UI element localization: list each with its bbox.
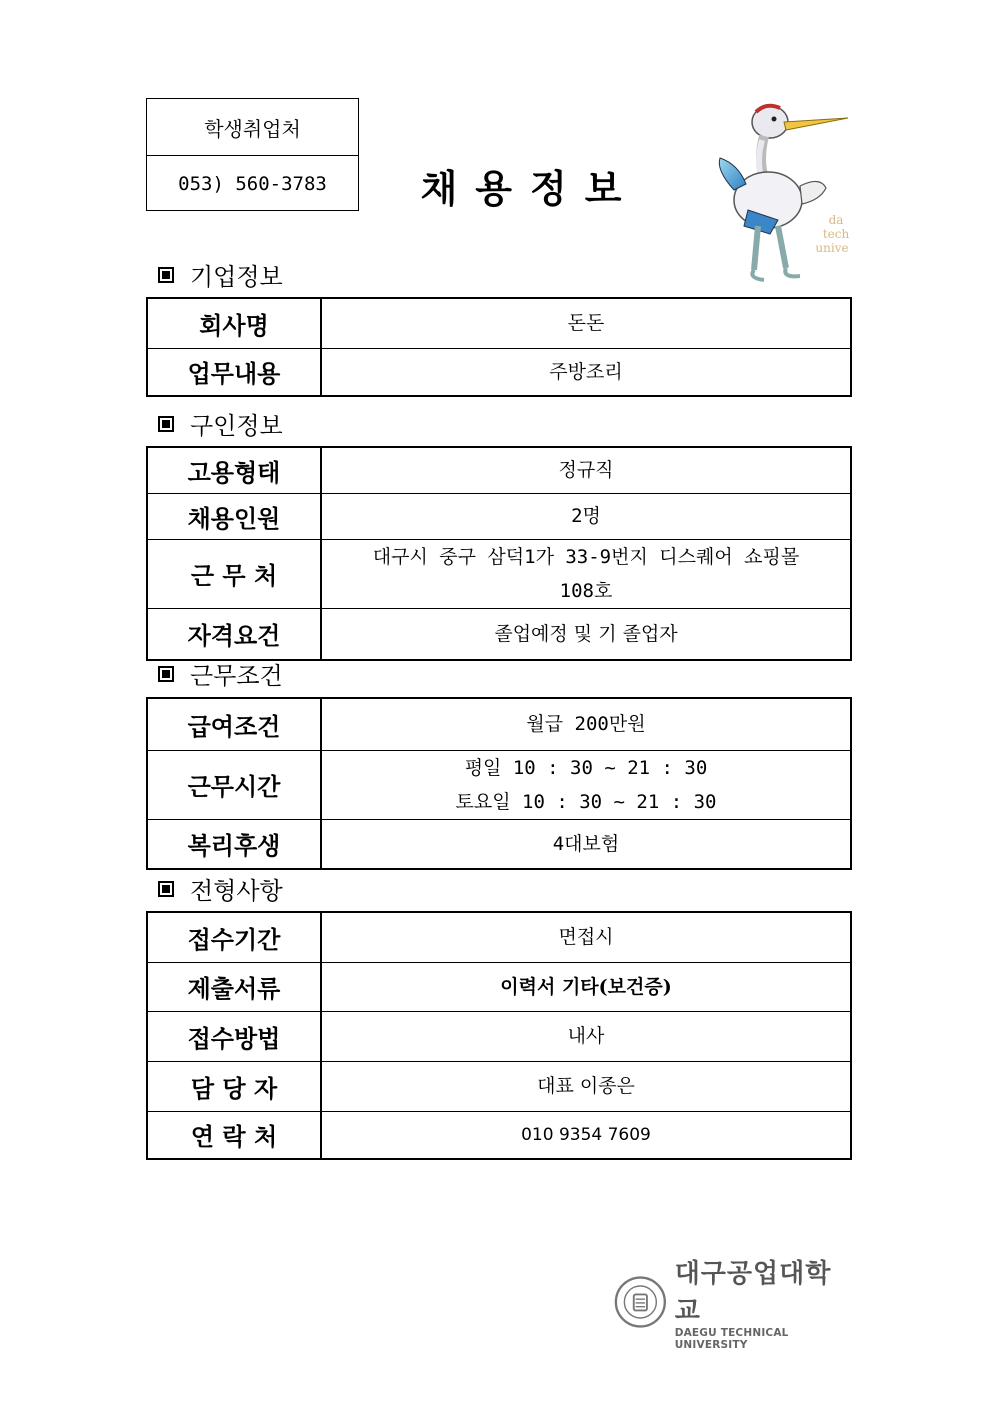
value-line-1: 평일 10 : 30 ~ 21 : 30 bbox=[464, 756, 708, 779]
row-label: 고용형태 bbox=[147, 447, 321, 493]
contact-box bbox=[146, 98, 359, 211]
table-row bbox=[147, 608, 851, 660]
table-row bbox=[147, 819, 851, 869]
selection-table bbox=[146, 911, 852, 1160]
row-label: 접수방법 bbox=[147, 1011, 321, 1061]
page-title: 채용정보 bbox=[420, 167, 640, 211]
row-label: 급여조건 bbox=[147, 698, 321, 750]
university-seal-icon bbox=[614, 1274, 667, 1330]
square-bullet-icon bbox=[158, 666, 174, 682]
mascot-text-2: tech bbox=[822, 227, 850, 241]
row-value: 2명 bbox=[321, 493, 851, 539]
table-row bbox=[147, 912, 851, 962]
row-value: 이력서 기타(보건증) bbox=[321, 962, 851, 1011]
table-row bbox=[147, 1061, 851, 1111]
row-value: 월급 200만원 bbox=[321, 698, 851, 750]
row-value: 면접시 bbox=[321, 912, 851, 962]
table-row bbox=[147, 750, 851, 819]
row-value bbox=[321, 539, 851, 608]
value-line-2: 토요일 10 : 30 ~ 21 : 30 bbox=[455, 790, 717, 813]
table-row bbox=[147, 1111, 851, 1159]
square-bullet-icon bbox=[158, 267, 174, 283]
table-row bbox=[147, 539, 851, 608]
row-label: 자격요건 bbox=[147, 608, 321, 660]
university-name-kr: 대구공업대학교 bbox=[674, 1259, 832, 1326]
mascot-crane-image bbox=[708, 100, 858, 290]
row-label: 채용인원 bbox=[147, 493, 321, 539]
section-title: 구인정보 bbox=[190, 412, 283, 440]
row-label: 접수기간 bbox=[147, 912, 321, 962]
section-title: 전형사항 bbox=[190, 877, 283, 905]
row-value: 대표 이종은 bbox=[321, 1061, 851, 1111]
row-value: 정규직 bbox=[321, 447, 851, 493]
section-heading-recruit bbox=[158, 406, 283, 441]
row-value bbox=[321, 750, 851, 819]
row-label: 회사명 bbox=[147, 298, 321, 348]
value-line-1: 대구시 중구 삼덕1가 33-9번지 디스퀘어 쇼핑몰 bbox=[372, 545, 800, 568]
table-row bbox=[147, 962, 851, 1011]
row-label: 근 무 처 bbox=[147, 539, 321, 608]
square-bullet-icon bbox=[158, 881, 174, 897]
section-title: 기업정보 bbox=[190, 263, 283, 291]
university-name-en: DAEGU TECHNICAL UNIVERSITY bbox=[674, 1327, 789, 1351]
row-value: 010 9354 7609 bbox=[321, 1111, 851, 1159]
section-heading-company bbox=[158, 257, 283, 292]
mascot-text-1: da bbox=[828, 213, 844, 227]
row-label: 복리후생 bbox=[147, 819, 321, 869]
table-row bbox=[147, 298, 851, 348]
row-value: 4대보험 bbox=[321, 819, 851, 869]
table-row bbox=[147, 447, 851, 493]
row-label: 근무시간 bbox=[147, 750, 321, 819]
row-label: 제출서류 bbox=[147, 962, 321, 1011]
row-value: 내사 bbox=[321, 1011, 851, 1061]
row-label: 업무내용 bbox=[147, 348, 321, 396]
value-line-2: 108호 bbox=[559, 579, 613, 602]
row-label: 연 락 처 bbox=[147, 1111, 321, 1159]
table-row bbox=[147, 698, 851, 750]
company-table bbox=[146, 297, 852, 397]
conditions-table bbox=[146, 697, 852, 870]
recruit-table bbox=[146, 446, 852, 661]
row-label: 담 당 자 bbox=[147, 1061, 321, 1111]
section-heading-conditions bbox=[158, 656, 283, 691]
table-row bbox=[147, 1011, 851, 1061]
table-row bbox=[147, 348, 851, 396]
office-phone: 053) 560-3783 bbox=[147, 155, 358, 212]
square-bullet-icon bbox=[158, 416, 174, 432]
mascot-text-3: unive bbox=[815, 241, 849, 255]
row-value: 돈돈 bbox=[321, 298, 851, 348]
university-logo bbox=[614, 1259, 854, 1351]
office-name: 학생취업처 bbox=[204, 116, 301, 141]
section-heading-selection bbox=[158, 871, 283, 906]
table-row bbox=[147, 493, 851, 539]
section-title: 근무조건 bbox=[190, 662, 283, 690]
row-value: 졸업예정 및 기 졸업자 bbox=[321, 608, 851, 660]
row-value: 주방조리 bbox=[321, 348, 851, 396]
